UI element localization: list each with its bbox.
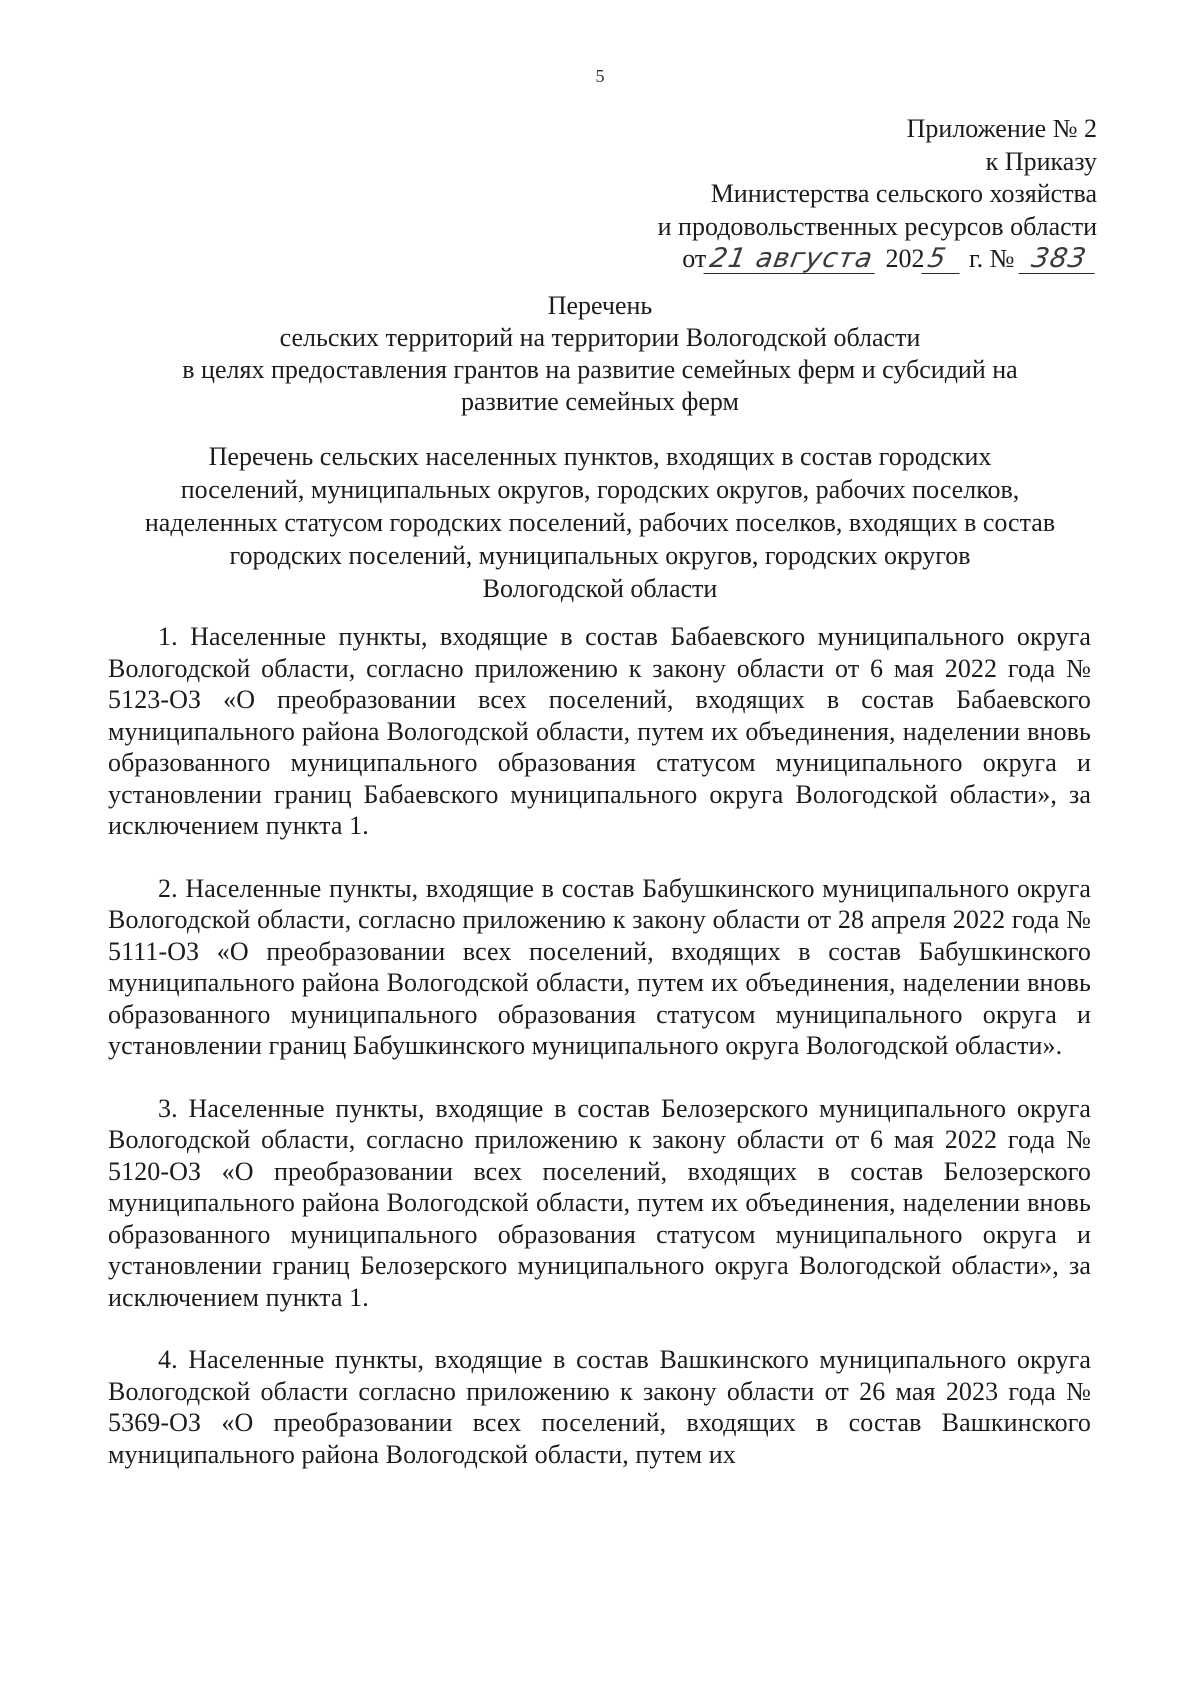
handwritten-year: 5 (922, 245, 965, 274)
document-subtitle (0, 440, 1200, 605)
title-line-3: в целях предоставления грантов на развитие семейных ферм и субсидий на (182, 355, 1018, 384)
handwritten-date: 21 августа (704, 245, 880, 274)
page-number: 5 (595, 66, 605, 86)
year-prefix: 202 (885, 244, 925, 273)
appendix-header (658, 113, 1097, 276)
appendix-date-number-line (658, 243, 1097, 276)
subtitle-line-4: городских поселений, муниципальных округов, городских округов (229, 541, 971, 570)
appendix-title: Приложение № 2 (906, 114, 1097, 143)
paragraph-1: 1. Населенные пункты, входящие в состав Бабаевского муниципального округа Вологодской области, согласно приложению к закону области от 6 мая 2022 года № 5123-ОЗ «О преобразовании всех поселений, входящих в состав Бабаевского муниципального района Вологодской области, путем их объединения, наделении вновь образованного муниципального образования статусом муниципального округа и установлении границ Бабаевского муниципального округа Вологодской области», за исключением пункта 1. (108, 622, 1091, 840)
number-prefix: г. № (968, 244, 1015, 273)
document-title (0, 290, 1200, 418)
paragraph-3: 3. Населенные пункты, входящие в состав Белозерского муниципального округа Вологодской области, согласно приложению к закону области от 6 мая 2022 года № 5120-ОЗ «О преобразовании всех поселений, входящих в состав Белозерского муниципального района Вологодской области, путем их объединения, наделении вновь образованного муниципального образования статусом муниципального округа и установлении границ Белозерского муниципального округа Вологодской области», за исключением пункта 1. (108, 1093, 1091, 1312)
subtitle-line-5: Вологодской области (482, 574, 718, 603)
title-line-2: сельских территорий на территории Вологодской области (279, 323, 921, 352)
appendix-order-ref: к Приказу (985, 146, 1097, 176)
title-line-1: Перечень (547, 291, 653, 320)
subtitle-line-1: Перечень сельских населенных пунктов, входящих в состав городских (208, 442, 992, 471)
title-line-4: развитие семейных ферм (461, 387, 739, 416)
subtitle-line-2: поселений, муниципальных округов, городских округов, рабочих поселков, (180, 475, 1020, 504)
appendix-ministry-line1: Министерства сельского хозяйства (710, 179, 1097, 208)
subtitle-line-3: наделенных статусом городских поселений, рабочих поселков, входящих в состав (144, 508, 1056, 537)
document-body (108, 621, 1091, 1501)
handwritten-number: 383 (1018, 245, 1099, 274)
appendix-ministry-line2: и продовольственных ресурсов области (657, 211, 1097, 241)
paragraph-2: 2. Населенные пункты, входящие в состав Бабушкинского муниципального округа Вологодской области, согласно приложению к закону области от 28 апреля 2022 года № 5111-ОЗ «О преобразовании всех поселений, входящих в состав Бабушкинского муниципального района Вологодской области, путем их объединения, наделении вновь образованного муниципального образования статусом муниципального округа и установлении границ Бабушкинского муниципального округа Вологодской области». (108, 873, 1091, 1060)
date-field (682, 243, 1097, 276)
date-prefix: от (682, 244, 707, 273)
paragraph-4: 4. Населенные пункты, входящие в состав Вашкинского муниципального округа Вологодской области согласно приложению к закону области от 26 мая 2023 года № 5369-ОЗ «О преобразовании всех поселений, входящих в состав Вашкинского муниципального района Вологодской области, путем их (108, 1345, 1091, 1469)
